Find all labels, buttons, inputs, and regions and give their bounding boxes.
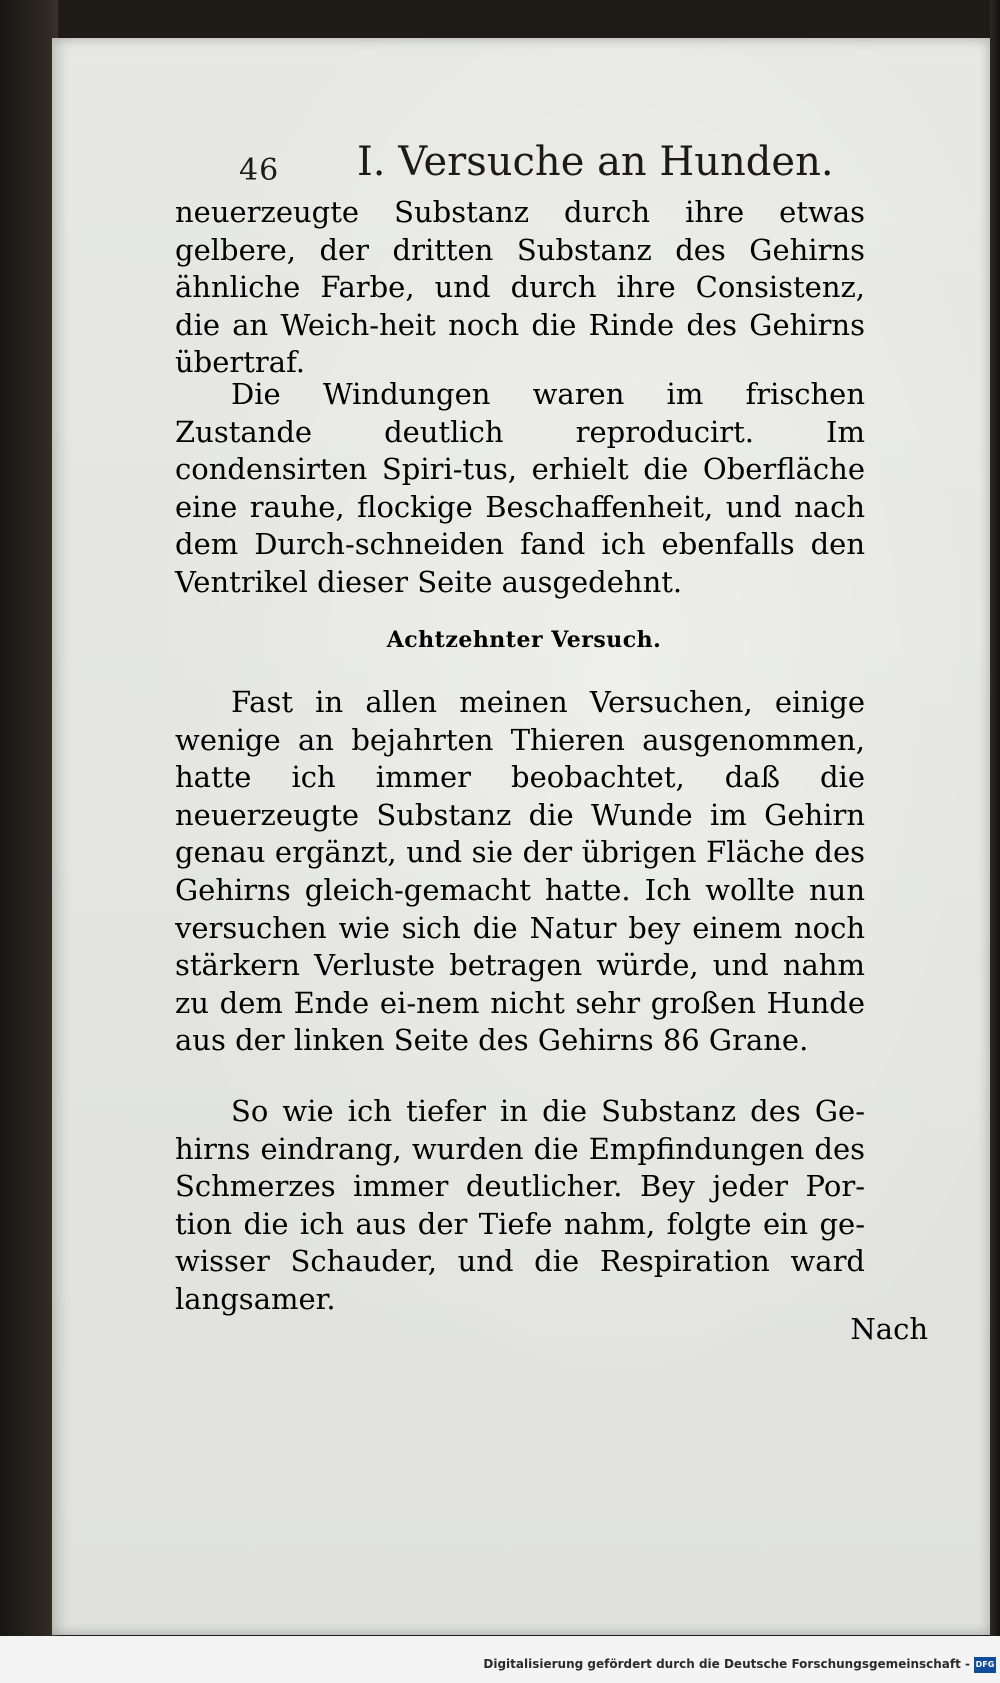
book-edge-right: [990, 0, 1000, 1683]
book-spine-shadow: [0, 0, 58, 1683]
catchword: Nach: [850, 1312, 928, 1346]
running-title: I. Versuche an Hunden.: [357, 139, 834, 185]
dfg-logo-icon: DFG: [974, 1657, 996, 1673]
paragraph-so-wie-ich: So wie ich tiefer in die Substanz des Ge-hirns eindrang, wurden die Empfindungen des Schmerzes immer deutlicher. Bey jeder Por-tion die ich aus der Tiefe nahm, folgte ein ge-wisser Schauder, und die Respiration ward langsamer.: [175, 1094, 865, 1316]
paragraph-windungen: Die Windungen waren im frischen Zustande deutlich reproducirt. Im condensirten Spiri-tus, erhielt die Oberfläche eine rauhe, flockige Beschaffenheit, und nach dem Durch-schneiden fand ich ebenfalls den Ventrikel dieser Seite ausgedehnt.: [175, 377, 865, 599]
digitization-credit: Digitalisierung gefördert durch die Deutsche Forschungsgemeinschaft -: [483, 1657, 970, 1671]
page-number: 46: [239, 153, 280, 188]
paragraph-fast-in-allen: Fast in allen meinen Versuchen, einige wenige an bejahrten Thieren ausgenommen, hatte ich immer beobachtet, daß die neuerzeugte Substanz die Wunde im Gehirn genau ergänzt, und sie der übrigen Fläche des Gehirns gleich-gemacht hatte. Ich wollte nun versuchen wie sich die Natur bey einem noch stärkern Verluste betragen würde, und nahm zu dem Ende ei-nem nicht sehr großen Hunde aus der linken Seite des Gehirns 86 Grane.: [175, 685, 865, 1058]
paragraph-continuation: neuerzeugte Substanz durch ihre etwas gelbere, der dritten Substanz des Gehirns ähnliche Farbe, und durch ihre Consistenz, die an Weich-heit noch die Rinde des Gehirns übertraf.: [175, 195, 865, 380]
section-heading: Achtzehnter Versuch.: [386, 627, 662, 653]
